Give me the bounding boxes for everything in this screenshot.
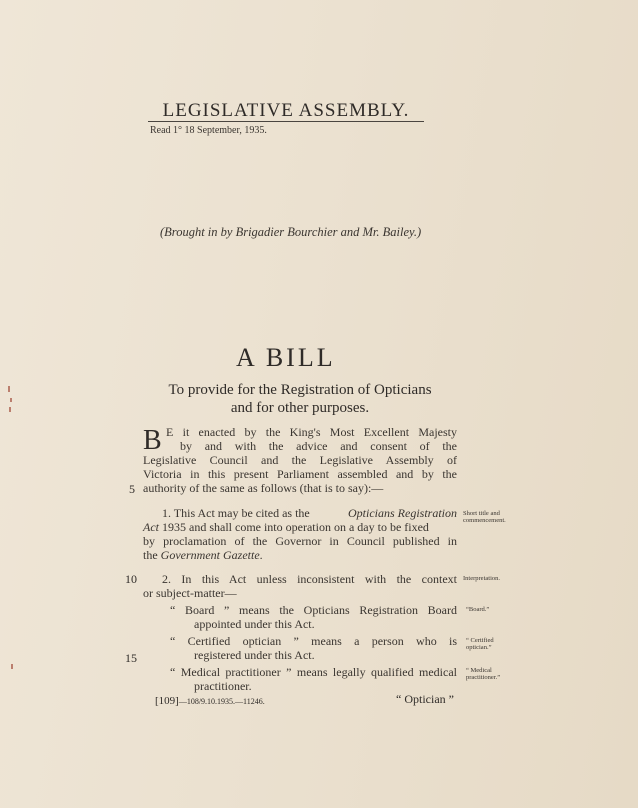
bill-title: A BILL: [236, 343, 336, 372]
definition-board-line-2: appointed under this Act.: [194, 617, 315, 631]
margin-note-short-title: Short title and commencement.: [463, 510, 506, 524]
section-1-text: 1935 and shall come into operation on a day to be fixed: [159, 520, 429, 534]
act-name: Opticians Registration: [348, 506, 457, 520]
section-2-line-1: 2. In this Act unless inconsistent with the context: [162, 572, 457, 586]
margin-mark: [10, 398, 12, 402]
margin-mark: [8, 386, 10, 392]
definition-board-line-1: “ Board ” means the Opticians Registration Board: [170, 603, 457, 617]
margin-note-board: “Board.”: [466, 606, 490, 613]
enacting-line-1: E it enacted by the King's Most Excellent Majesty: [166, 425, 457, 439]
definition-certified-line-1: “ Certified optician ” means a person who is: [170, 634, 457, 648]
section-1-line-4: [143, 548, 263, 563]
print-reference: [155, 695, 265, 707]
section-1-line-3: by proclamation of the Governor in Council published in: [143, 534, 457, 548]
enacting-line-4: Victoria in this present Parliament assembled and by the: [143, 467, 457, 481]
section-1-line-2: [143, 520, 457, 535]
section-1-text: the: [143, 548, 161, 562]
margin-mark: [9, 407, 11, 412]
line-number-5: 5: [129, 482, 135, 496]
margin-note-interpretation: Interpretation.: [463, 575, 500, 582]
reading-note: Read 1° 18 September, 1935.: [150, 125, 267, 136]
purpose-line-1: To provide for the Registration of Opticians: [168, 382, 432, 398]
enacting-line-5: authority of the same as follows (that is to say):—: [143, 481, 384, 495]
bill-number: [109]: [155, 695, 179, 707]
purpose-line-2: and for other purposes.: [230, 400, 370, 416]
act-word: Act: [143, 520, 159, 534]
definition-medical-line-2: practitioner.: [194, 679, 252, 693]
definition-certified-line-2: registered under this Act.: [194, 648, 315, 662]
line-number-15: 15: [125, 651, 137, 665]
section-1-text: .: [259, 548, 263, 562]
section-2-line-2: or subject-matter—: [143, 586, 237, 600]
drop-cap: B: [143, 425, 162, 456]
print-code: —108/9.10.1935.—11246.: [178, 697, 265, 706]
margin-note-certified: “ Certified optician.”: [466, 637, 494, 651]
definition-medical-line-1: “ Medical practitioner ” means legally qualified medical: [170, 665, 457, 679]
house-heading: LEGISLATIVE ASSEMBLY.: [162, 100, 410, 121]
margin-mark: [11, 664, 13, 669]
section-1-text: 1. This Act may be cited as the: [162, 506, 310, 520]
gazette-name: Government Gazette: [160, 548, 260, 562]
enacting-line-3: Legislative Council and the Legislative Assembly of: [143, 453, 457, 467]
brought-in-note: (Brought in by Brigadier Bourchier and Mr. Bailey.): [160, 225, 422, 239]
enacting-line-2: by and with the advice and consent of the: [180, 439, 457, 453]
section-1-line-1: [162, 506, 457, 521]
margin-note-medical: “ Medical practitioner.”: [466, 667, 501, 681]
catchword: “ Optician ”: [396, 692, 454, 706]
heading-rule: [148, 121, 424, 122]
line-number-10: 10: [125, 572, 137, 586]
